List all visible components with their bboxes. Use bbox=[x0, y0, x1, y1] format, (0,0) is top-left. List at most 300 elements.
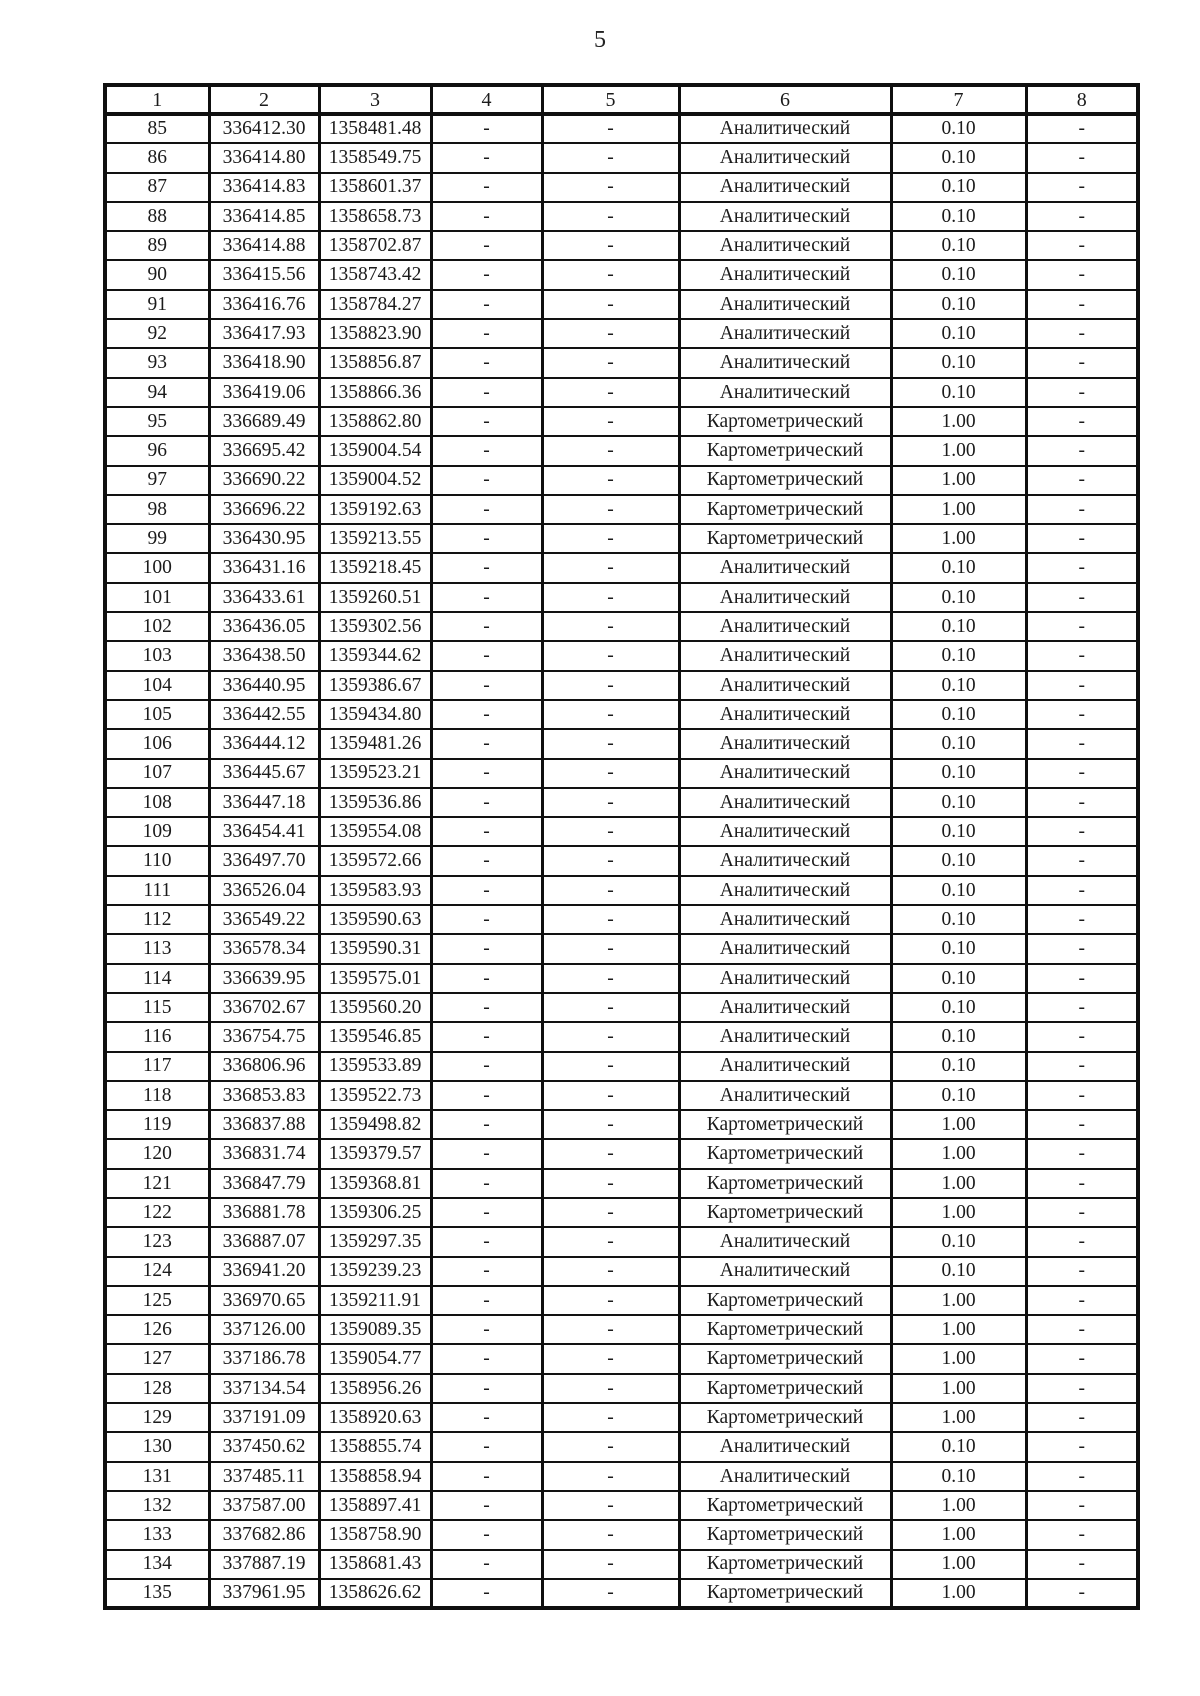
cell-x-coordinate: 337186.78 bbox=[209, 1344, 319, 1373]
coordinates-table bbox=[103, 83, 1140, 1610]
cell-method: Аналитический bbox=[679, 378, 891, 407]
cell-method: Картометрический bbox=[679, 466, 891, 495]
cell-y-coordinate: 1359211.91 bbox=[319, 1286, 431, 1315]
cell-point-number: 118 bbox=[105, 1081, 209, 1110]
cell-method: Картометрический bbox=[679, 1315, 891, 1344]
cell-col8: - bbox=[1026, 641, 1138, 670]
column-header-6: 6 bbox=[679, 85, 891, 114]
cell-y-coordinate: 1358858.94 bbox=[319, 1462, 431, 1491]
cell-col5: - bbox=[542, 1227, 679, 1256]
cell-method: Аналитический bbox=[679, 905, 891, 934]
cell-point-number: 126 bbox=[105, 1315, 209, 1344]
cell-x-coordinate: 337191.09 bbox=[209, 1403, 319, 1432]
cell-y-coordinate: 1359004.52 bbox=[319, 466, 431, 495]
cell-col5: - bbox=[542, 876, 679, 905]
cell-method: Картометрический bbox=[679, 1550, 891, 1579]
cell-col4: - bbox=[431, 759, 542, 788]
cell-method: Картометрический bbox=[679, 1374, 891, 1403]
cell-method: Аналитический bbox=[679, 876, 891, 905]
cell-x-coordinate: 337126.00 bbox=[209, 1315, 319, 1344]
table-row bbox=[105, 378, 1138, 407]
cell-col5: - bbox=[542, 202, 679, 231]
cell-precision: 0.10 bbox=[891, 700, 1026, 729]
cell-precision: 1.00 bbox=[891, 436, 1026, 465]
cell-x-coordinate: 336853.83 bbox=[209, 1081, 319, 1110]
cell-col5: - bbox=[542, 114, 679, 143]
cell-x-coordinate: 336941.20 bbox=[209, 1257, 319, 1286]
table-row bbox=[105, 466, 1138, 495]
cell-method: Аналитический bbox=[679, 1462, 891, 1491]
cell-precision: 0.10 bbox=[891, 671, 1026, 700]
cell-method: Аналитический bbox=[679, 319, 891, 348]
cell-col8: - bbox=[1026, 407, 1138, 436]
cell-method: Аналитический bbox=[679, 700, 891, 729]
cell-x-coordinate: 336418.90 bbox=[209, 348, 319, 377]
table-row bbox=[105, 817, 1138, 846]
cell-col8: - bbox=[1026, 788, 1138, 817]
cell-col4: - bbox=[431, 1257, 542, 1286]
cell-col4: - bbox=[431, 671, 542, 700]
cell-precision: 1.00 bbox=[891, 407, 1026, 436]
cell-precision: 1.00 bbox=[891, 1110, 1026, 1139]
cell-col8: - bbox=[1026, 1081, 1138, 1110]
cell-x-coordinate: 336412.30 bbox=[209, 114, 319, 143]
cell-method: Аналитический bbox=[679, 290, 891, 319]
cell-col4: - bbox=[431, 876, 542, 905]
table-row bbox=[105, 1520, 1138, 1549]
cell-col5: - bbox=[542, 1344, 679, 1373]
cell-y-coordinate: 1359089.35 bbox=[319, 1315, 431, 1344]
table-row bbox=[105, 407, 1138, 436]
cell-col5: - bbox=[542, 1520, 679, 1549]
cell-x-coordinate: 336447.18 bbox=[209, 788, 319, 817]
cell-col4: - bbox=[431, 1286, 542, 1315]
cell-col5: - bbox=[542, 1579, 679, 1608]
cell-method: Картометрический bbox=[679, 436, 891, 465]
cell-precision: 0.10 bbox=[891, 729, 1026, 758]
cell-precision: 0.10 bbox=[891, 202, 1026, 231]
cell-col5: - bbox=[542, 378, 679, 407]
cell-method: Аналитический bbox=[679, 348, 891, 377]
cell-method: Картометрический bbox=[679, 1491, 891, 1520]
cell-col5: - bbox=[542, 173, 679, 202]
column-header-1: 1 bbox=[105, 85, 209, 114]
cell-y-coordinate: 1359481.26 bbox=[319, 729, 431, 758]
cell-point-number: 134 bbox=[105, 1550, 209, 1579]
cell-col5: - bbox=[542, 1491, 679, 1520]
cell-col5: - bbox=[542, 495, 679, 524]
cell-point-number: 115 bbox=[105, 993, 209, 1022]
table-row bbox=[105, 348, 1138, 377]
cell-col4: - bbox=[431, 290, 542, 319]
cell-col4: - bbox=[431, 700, 542, 729]
cell-col4: - bbox=[431, 964, 542, 993]
cell-method: Аналитический bbox=[679, 788, 891, 817]
cell-y-coordinate: 1358897.41 bbox=[319, 1491, 431, 1520]
cell-col8: - bbox=[1026, 671, 1138, 700]
cell-point-number: 107 bbox=[105, 759, 209, 788]
cell-x-coordinate: 336549.22 bbox=[209, 905, 319, 934]
cell-col4: - bbox=[431, 436, 542, 465]
table-header-row bbox=[105, 85, 1138, 114]
cell-col8: - bbox=[1026, 173, 1138, 202]
cell-col5: - bbox=[542, 290, 679, 319]
cell-col4: - bbox=[431, 1315, 542, 1344]
cell-col4: - bbox=[431, 1052, 542, 1081]
cell-col8: - bbox=[1026, 817, 1138, 846]
cell-precision: 0.10 bbox=[891, 1081, 1026, 1110]
cell-precision: 0.10 bbox=[891, 1052, 1026, 1081]
cell-col5: - bbox=[542, 1110, 679, 1139]
cell-col8: - bbox=[1026, 290, 1138, 319]
cell-col4: - bbox=[431, 1432, 542, 1461]
cell-x-coordinate: 336416.76 bbox=[209, 290, 319, 319]
cell-precision: 1.00 bbox=[891, 1403, 1026, 1432]
cell-y-coordinate: 1358956.26 bbox=[319, 1374, 431, 1403]
cell-point-number: 120 bbox=[105, 1139, 209, 1168]
cell-precision: 1.00 bbox=[891, 1286, 1026, 1315]
cell-col8: - bbox=[1026, 1286, 1138, 1315]
cell-col5: - bbox=[542, 1139, 679, 1168]
cell-col5: - bbox=[542, 846, 679, 875]
cell-col5: - bbox=[542, 905, 679, 934]
cell-y-coordinate: 1358758.90 bbox=[319, 1520, 431, 1549]
cell-y-coordinate: 1358920.63 bbox=[319, 1403, 431, 1432]
table-row bbox=[105, 583, 1138, 612]
table-row bbox=[105, 231, 1138, 260]
cell-method: Картометрический bbox=[679, 1344, 891, 1373]
cell-col8: - bbox=[1026, 1432, 1138, 1461]
table-row bbox=[105, 1403, 1138, 1432]
cell-col8: - bbox=[1026, 1403, 1138, 1432]
cell-y-coordinate: 1359536.86 bbox=[319, 788, 431, 817]
table-row bbox=[105, 1227, 1138, 1256]
cell-col5: - bbox=[542, 934, 679, 963]
cell-precision: 1.00 bbox=[891, 1579, 1026, 1608]
cell-col5: - bbox=[542, 641, 679, 670]
table-row bbox=[105, 173, 1138, 202]
cell-col8: - bbox=[1026, 729, 1138, 758]
cell-col8: - bbox=[1026, 495, 1138, 524]
cell-col4: - bbox=[431, 114, 542, 143]
cell-col4: - bbox=[431, 260, 542, 289]
cell-method: Картометрический bbox=[679, 1198, 891, 1227]
cell-col4: - bbox=[431, 466, 542, 495]
cell-col5: - bbox=[542, 1286, 679, 1315]
cell-col5: - bbox=[542, 1374, 679, 1403]
cell-col5: - bbox=[542, 260, 679, 289]
cell-x-coordinate: 336970.65 bbox=[209, 1286, 319, 1315]
cell-y-coordinate: 1358626.62 bbox=[319, 1579, 431, 1608]
cell-x-coordinate: 336831.74 bbox=[209, 1139, 319, 1168]
table-row bbox=[105, 729, 1138, 758]
column-header-7: 7 bbox=[891, 85, 1026, 114]
cell-point-number: 130 bbox=[105, 1432, 209, 1461]
cell-col4: - bbox=[431, 1462, 542, 1491]
cell-col5: - bbox=[542, 1432, 679, 1461]
cell-precision: 1.00 bbox=[891, 495, 1026, 524]
cell-col8: - bbox=[1026, 1520, 1138, 1549]
cell-col4: - bbox=[431, 202, 542, 231]
cell-point-number: 87 bbox=[105, 173, 209, 202]
cell-precision: 1.00 bbox=[891, 1198, 1026, 1227]
cell-col8: - bbox=[1026, 1022, 1138, 1051]
cell-method: Аналитический bbox=[679, 1081, 891, 1110]
cell-point-number: 116 bbox=[105, 1022, 209, 1051]
cell-precision: 0.10 bbox=[891, 846, 1026, 875]
cell-method: Аналитический bbox=[679, 1227, 891, 1256]
cell-point-number: 89 bbox=[105, 231, 209, 260]
table-row bbox=[105, 1022, 1138, 1051]
table-row bbox=[105, 964, 1138, 993]
cell-col4: - bbox=[431, 1344, 542, 1373]
cell-col4: - bbox=[431, 817, 542, 846]
cell-method: Аналитический bbox=[679, 173, 891, 202]
cell-x-coordinate: 336436.05 bbox=[209, 612, 319, 641]
cell-precision: 1.00 bbox=[891, 1550, 1026, 1579]
cell-col4: - bbox=[431, 553, 542, 582]
cell-x-coordinate: 336438.50 bbox=[209, 641, 319, 670]
cell-x-coordinate: 336887.07 bbox=[209, 1227, 319, 1256]
table-row bbox=[105, 1344, 1138, 1373]
table-row bbox=[105, 143, 1138, 172]
table-row bbox=[105, 671, 1138, 700]
cell-col5: - bbox=[542, 1022, 679, 1051]
cell-x-coordinate: 336444.12 bbox=[209, 729, 319, 758]
cell-point-number: 131 bbox=[105, 1462, 209, 1491]
cell-col4: - bbox=[431, 1374, 542, 1403]
cell-col4: - bbox=[431, 231, 542, 260]
cell-col4: - bbox=[431, 378, 542, 407]
cell-point-number: 95 bbox=[105, 407, 209, 436]
column-header-2: 2 bbox=[209, 85, 319, 114]
table-row bbox=[105, 1198, 1138, 1227]
cell-col4: - bbox=[431, 1491, 542, 1520]
cell-col8: - bbox=[1026, 524, 1138, 553]
cell-point-number: 109 bbox=[105, 817, 209, 846]
cell-point-number: 112 bbox=[105, 905, 209, 934]
cell-x-coordinate: 336454.41 bbox=[209, 817, 319, 846]
table-row bbox=[105, 876, 1138, 905]
cell-method: Аналитический bbox=[679, 143, 891, 172]
table-row bbox=[105, 1169, 1138, 1198]
cell-x-coordinate: 336497.70 bbox=[209, 846, 319, 875]
cell-col5: - bbox=[542, 964, 679, 993]
cell-col8: - bbox=[1026, 905, 1138, 934]
cell-y-coordinate: 1358855.74 bbox=[319, 1432, 431, 1461]
cell-y-coordinate: 1359218.45 bbox=[319, 553, 431, 582]
table-row bbox=[105, 905, 1138, 934]
cell-col5: - bbox=[542, 553, 679, 582]
cell-precision: 1.00 bbox=[891, 1520, 1026, 1549]
cell-y-coordinate: 1359583.93 bbox=[319, 876, 431, 905]
cell-point-number: 88 bbox=[105, 202, 209, 231]
table-row bbox=[105, 934, 1138, 963]
table-row bbox=[105, 1374, 1138, 1403]
cell-col5: - bbox=[542, 524, 679, 553]
cell-col8: - bbox=[1026, 700, 1138, 729]
table-row bbox=[105, 290, 1138, 319]
table-row bbox=[105, 495, 1138, 524]
table-row bbox=[105, 260, 1138, 289]
cell-col8: - bbox=[1026, 231, 1138, 260]
cell-x-coordinate: 336639.95 bbox=[209, 964, 319, 993]
cell-y-coordinate: 1359533.89 bbox=[319, 1052, 431, 1081]
cell-y-coordinate: 1359523.21 bbox=[319, 759, 431, 788]
cell-point-number: 119 bbox=[105, 1110, 209, 1139]
cell-x-coordinate: 336433.61 bbox=[209, 583, 319, 612]
cell-col5: - bbox=[542, 319, 679, 348]
cell-col4: - bbox=[431, 319, 542, 348]
cell-y-coordinate: 1358866.36 bbox=[319, 378, 431, 407]
cell-col8: - bbox=[1026, 1198, 1138, 1227]
cell-col8: - bbox=[1026, 319, 1138, 348]
cell-point-number: 96 bbox=[105, 436, 209, 465]
cell-col4: - bbox=[431, 495, 542, 524]
cell-col4: - bbox=[431, 348, 542, 377]
cell-point-number: 106 bbox=[105, 729, 209, 758]
cell-col8: - bbox=[1026, 1550, 1138, 1579]
cell-point-number: 128 bbox=[105, 1374, 209, 1403]
cell-col8: - bbox=[1026, 993, 1138, 1022]
cell-col8: - bbox=[1026, 846, 1138, 875]
cell-col5: - bbox=[542, 817, 679, 846]
cell-precision: 0.10 bbox=[891, 934, 1026, 963]
cell-y-coordinate: 1359239.23 bbox=[319, 1257, 431, 1286]
column-header-3: 3 bbox=[319, 85, 431, 114]
cell-y-coordinate: 1359498.82 bbox=[319, 1110, 431, 1139]
cell-y-coordinate: 1359213.55 bbox=[319, 524, 431, 553]
cell-col8: - bbox=[1026, 583, 1138, 612]
cell-col8: - bbox=[1026, 260, 1138, 289]
cell-method: Аналитический bbox=[679, 612, 891, 641]
cell-x-coordinate: 336440.95 bbox=[209, 671, 319, 700]
cell-col8: - bbox=[1026, 1052, 1138, 1081]
cell-precision: 1.00 bbox=[891, 1169, 1026, 1198]
table-row bbox=[105, 788, 1138, 817]
cell-method: Картометрический bbox=[679, 1139, 891, 1168]
table-row bbox=[105, 700, 1138, 729]
cell-x-coordinate: 336690.22 bbox=[209, 466, 319, 495]
cell-x-coordinate: 336754.75 bbox=[209, 1022, 319, 1051]
cell-x-coordinate: 336414.80 bbox=[209, 143, 319, 172]
cell-y-coordinate: 1358862.80 bbox=[319, 407, 431, 436]
cell-x-coordinate: 337682.86 bbox=[209, 1520, 319, 1549]
cell-col4: - bbox=[431, 1110, 542, 1139]
cell-col8: - bbox=[1026, 1344, 1138, 1373]
cell-col5: - bbox=[542, 1403, 679, 1432]
cell-y-coordinate: 1358658.73 bbox=[319, 202, 431, 231]
cell-col5: - bbox=[542, 759, 679, 788]
cell-col5: - bbox=[542, 348, 679, 377]
cell-y-coordinate: 1358681.43 bbox=[319, 1550, 431, 1579]
cell-point-number: 98 bbox=[105, 495, 209, 524]
cell-precision: 1.00 bbox=[891, 1315, 1026, 1344]
table-row bbox=[105, 524, 1138, 553]
cell-y-coordinate: 1359572.66 bbox=[319, 846, 431, 875]
cell-point-number: 117 bbox=[105, 1052, 209, 1081]
cell-precision: 0.10 bbox=[891, 817, 1026, 846]
cell-col8: - bbox=[1026, 1110, 1138, 1139]
cell-method: Аналитический bbox=[679, 1022, 891, 1051]
cell-col5: - bbox=[542, 788, 679, 817]
cell-precision: 0.10 bbox=[891, 964, 1026, 993]
cell-precision: 0.10 bbox=[891, 1432, 1026, 1461]
column-header-8: 8 bbox=[1026, 85, 1138, 114]
cell-y-coordinate: 1359560.20 bbox=[319, 993, 431, 1022]
cell-method: Аналитический bbox=[679, 846, 891, 875]
cell-x-coordinate: 337485.11 bbox=[209, 1462, 319, 1491]
cell-col5: - bbox=[542, 231, 679, 260]
table-row bbox=[105, 1052, 1138, 1081]
cell-point-number: 125 bbox=[105, 1286, 209, 1315]
cell-method: Аналитический bbox=[679, 934, 891, 963]
cell-x-coordinate: 336702.67 bbox=[209, 993, 319, 1022]
cell-method: Аналитический bbox=[679, 231, 891, 260]
cell-method: Картометрический bbox=[679, 1286, 891, 1315]
cell-y-coordinate: 1359344.62 bbox=[319, 641, 431, 670]
table-row bbox=[105, 846, 1138, 875]
cell-point-number: 133 bbox=[105, 1520, 209, 1549]
cell-col8: - bbox=[1026, 1139, 1138, 1168]
cell-y-coordinate: 1359379.57 bbox=[319, 1139, 431, 1168]
cell-col4: - bbox=[431, 1198, 542, 1227]
cell-col8: - bbox=[1026, 143, 1138, 172]
cell-col4: - bbox=[431, 934, 542, 963]
cell-col4: - bbox=[431, 1169, 542, 1198]
cell-x-coordinate: 337587.00 bbox=[209, 1491, 319, 1520]
cell-precision: 0.10 bbox=[891, 319, 1026, 348]
cell-point-number: 113 bbox=[105, 934, 209, 963]
cell-col8: - bbox=[1026, 1374, 1138, 1403]
cell-y-coordinate: 1358481.48 bbox=[319, 114, 431, 143]
cell-col8: - bbox=[1026, 436, 1138, 465]
table-body bbox=[105, 114, 1138, 1608]
cell-y-coordinate: 1359434.80 bbox=[319, 700, 431, 729]
cell-col4: - bbox=[431, 905, 542, 934]
table-row bbox=[105, 436, 1138, 465]
cell-x-coordinate: 336431.16 bbox=[209, 553, 319, 582]
cell-col5: - bbox=[542, 671, 679, 700]
cell-precision: 0.10 bbox=[891, 876, 1026, 905]
cell-y-coordinate: 1359590.63 bbox=[319, 905, 431, 934]
table-row bbox=[105, 759, 1138, 788]
cell-method: Аналитический bbox=[679, 759, 891, 788]
cell-point-number: 123 bbox=[105, 1227, 209, 1256]
cell-precision: 0.10 bbox=[891, 905, 1026, 934]
cell-col8: - bbox=[1026, 876, 1138, 905]
cell-y-coordinate: 1358856.87 bbox=[319, 348, 431, 377]
cell-col5: - bbox=[542, 1052, 679, 1081]
cell-precision: 1.00 bbox=[891, 1491, 1026, 1520]
cell-x-coordinate: 337134.54 bbox=[209, 1374, 319, 1403]
cell-precision: 0.10 bbox=[891, 1462, 1026, 1491]
table-row bbox=[105, 1462, 1138, 1491]
cell-y-coordinate: 1359297.35 bbox=[319, 1227, 431, 1256]
cell-col4: - bbox=[431, 1403, 542, 1432]
cell-method: Аналитический bbox=[679, 553, 891, 582]
cell-col8: - bbox=[1026, 964, 1138, 993]
cell-y-coordinate: 1358784.27 bbox=[319, 290, 431, 319]
cell-precision: 0.10 bbox=[891, 173, 1026, 202]
cell-y-coordinate: 1358549.75 bbox=[319, 143, 431, 172]
cell-y-coordinate: 1359004.54 bbox=[319, 436, 431, 465]
cell-precision: 0.10 bbox=[891, 759, 1026, 788]
cell-method: Аналитический bbox=[679, 671, 891, 700]
cell-precision: 0.10 bbox=[891, 348, 1026, 377]
cell-method: Картометрический bbox=[679, 1110, 891, 1139]
cell-point-number: 86 bbox=[105, 143, 209, 172]
